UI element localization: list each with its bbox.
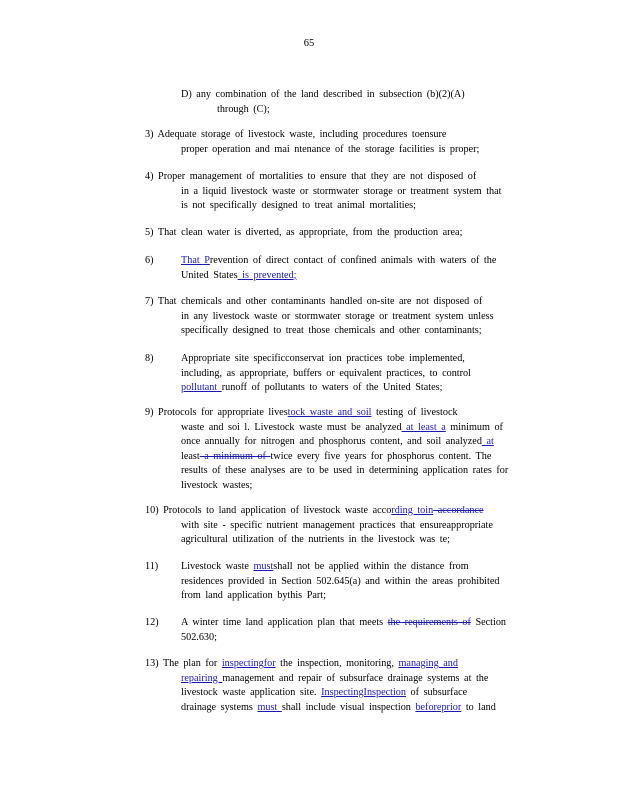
item-9-line-6: livestock wastes; — [181, 479, 253, 491]
insertion: InspectingInspection — [321, 687, 406, 699]
item-9-line-1: 9) Protocols for appropriate livestock waste and soil testing of livestock — [145, 407, 458, 418]
item-10-line-3: agricultural utilization of the nutrients in the livestock was te; — [181, 534, 450, 546]
item-9-line-5: results of these analyses are to be used in determining application rates for — [181, 465, 509, 477]
insertion: must — [253, 561, 274, 572]
item-7-line-1: 7) That chemicals and other contaminants handled on-site are not disposed of — [145, 296, 483, 307]
item-11 — [145, 560, 537, 604]
item-d — [145, 88, 537, 117]
item-12-line-1: A winter time land application plan that meets the requirements of Section — [181, 617, 507, 628]
item-8-line-3: pollutant runoff of pollutants to waters of the United States; — [181, 382, 443, 394]
item-12-line-2: 502.630; — [181, 631, 217, 643]
item-10-line-1: 10) Protocols to land application of livestock waste according toin accordance — [145, 505, 484, 516]
insertion: tock waste and soil — [287, 407, 372, 418]
item-11-line-3: from land application bythis Part; — [181, 590, 326, 602]
item-13-line-3: livestock waste application site. InspectingInspection of subsurface — [181, 687, 468, 699]
insertion: beforeprior — [415, 701, 462, 713]
item-10 — [145, 504, 537, 548]
item-8-line-1: Appropriate site specificconservat ion practices tobe implemented, — [181, 353, 465, 364]
insertion: must — [257, 701, 282, 713]
deletion: a minimum of — [199, 450, 271, 462]
item-3 — [145, 128, 537, 157]
item-9-line-4: least a minimum of twice every five years for phosphorus content. The — [181, 450, 492, 462]
deletion: the requirements of — [387, 617, 471, 628]
item-7-line-2: in any livestock waste or stormwater storage or treatment system unless — [181, 310, 494, 322]
item-3-line-2: proper operation and mai ntenance of the storage facilities is proper; — [181, 143, 480, 155]
item-8-line-2: including, as appropriate, buffers or equivalent practices, to control — [181, 367, 471, 379]
item-7 — [145, 295, 537, 339]
item-13-line-1: 13) The plan for inspectingfor the inspection, monitoring, managing and — [145, 658, 458, 669]
item-13-line-4: drainage systems must shall include visual inspection beforeprior to land — [181, 701, 496, 713]
insertion: pollutant — [181, 382, 222, 394]
item-12-label: 12) — [145, 617, 159, 628]
item-4-line-2: in a liquid livestock waste or stormwater storage or treatment system that — [181, 185, 502, 197]
item-10-line-2: with site - specific nutrient management practices that ensureappropriate — [181, 519, 493, 531]
item-9-line-2: waste and soi l. Livestock waste must be analyzed at least a minimum of — [181, 421, 503, 433]
item-9-line-3: once annually for nitrogen and phosphorus content, and soil analyzed at — [181, 436, 494, 448]
item-4 — [145, 170, 537, 214]
item-8 — [145, 352, 537, 396]
insertion: managing and — [398, 658, 458, 669]
item-6-label: 6) — [145, 255, 154, 266]
item-d-line-1: D) any combination of the land described in subsection (b)(2)(A) — [181, 89, 465, 100]
insertion: rding toin — [391, 505, 434, 516]
insertion: at — [481, 436, 494, 448]
item-4-line-3: is not specifically designed to treat animal mortalities; — [181, 200, 416, 212]
item-12 — [145, 616, 537, 645]
item-4-line-1: 4) Proper management of mortalities to ensure that they are not disposed of — [145, 171, 477, 182]
insertion: is prevented; — [237, 269, 297, 281]
item-d-line-2: through (C); — [217, 103, 270, 115]
item-13-line-2: repairing management and repair of subsurface drainage systems at the — [181, 672, 489, 684]
deletion: accordance — [433, 505, 484, 516]
insertion: repairing — [181, 672, 223, 684]
item-11-line-1: Livestock waste mustshall not be applied within the distance from — [181, 561, 469, 572]
item-7-line-3: specifically designed to treat those chemicals and other contaminants; — [181, 325, 482, 337]
item-5-line-1: 5) That clean water is diverted, as appropriate, from the production area; — [145, 227, 463, 238]
item-6 — [145, 254, 537, 283]
item-5 — [145, 226, 537, 241]
insertion: inspectingfor — [221, 658, 276, 669]
item-9 — [145, 406, 537, 494]
item-11-label: 11) — [145, 561, 159, 572]
insertion: at least a — [401, 421, 446, 433]
item-6-line-1: That Prevention of direct contact of confined animals with waters of the — [181, 255, 497, 266]
item-11-line-2: residences provided in Section 502.645(a) and within the areas prohibited — [181, 575, 500, 587]
item-6-line-2: United States is prevented; — [181, 269, 297, 281]
page-number: 65 — [303, 38, 315, 49]
item-13 — [145, 657, 537, 715]
item-3-line-1: 3) Adequate storage of livestock waste, including procedures toensure — [145, 129, 447, 140]
insertion: That P — [181, 255, 210, 266]
item-8-label: 8) — [145, 353, 154, 364]
